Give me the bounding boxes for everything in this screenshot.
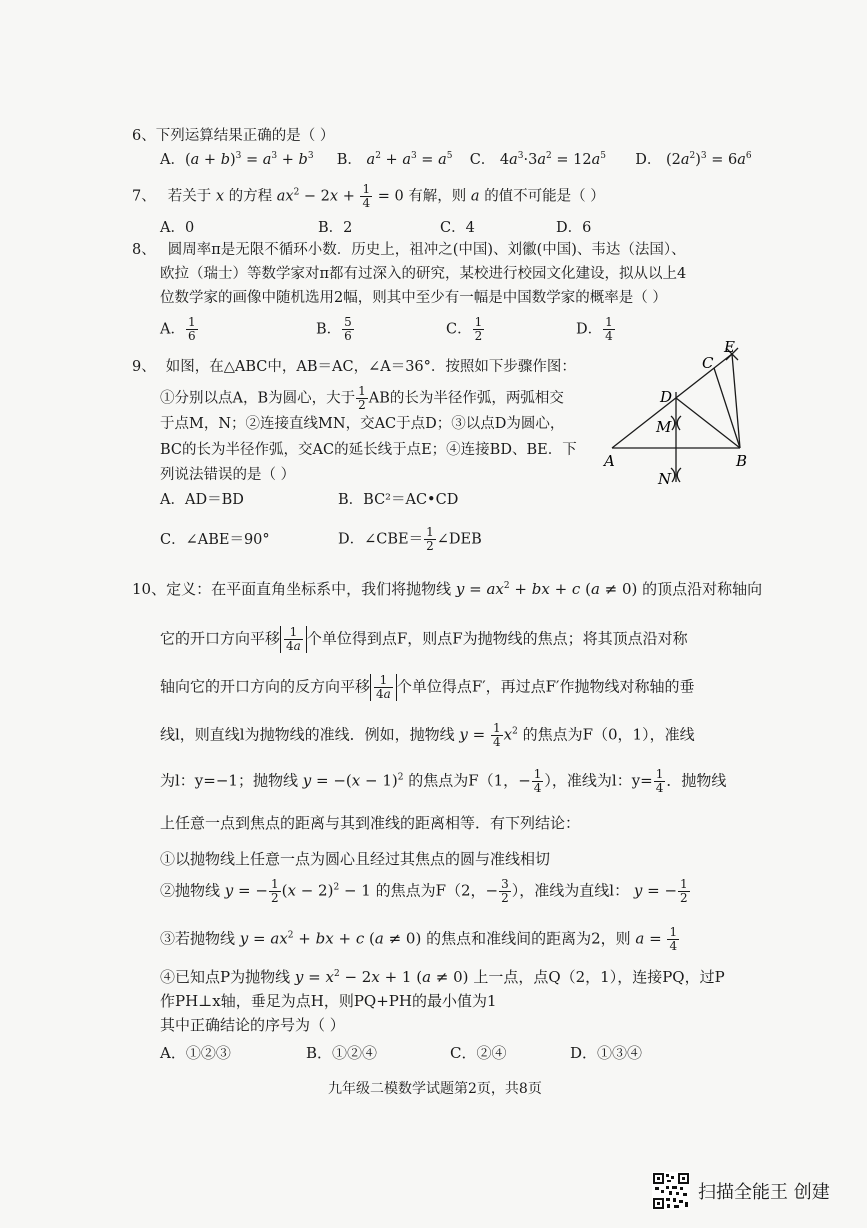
q8-line-1: 8、 圆周率π是无限不循环小数．历史上，祖冲之(中国)、刘徽(中国)、韦达（法国）、 [132,242,686,258]
q8-line-2: 欧拉（瑞士）等数学家对π都有过深入的研究，某校进行校园文化建设，拟从以上4 [160,266,687,282]
label-m: M [656,418,672,436]
q9-line-3: 于点M，N；②连接直线MN，交AC于点D；③以点D为圆心， [160,416,565,432]
page-footer: 九年级二模数学试题第2页，共8页 [328,1081,542,1097]
label-a: A [604,452,615,470]
label-b: B [736,452,748,470]
q10-line-3: 轴向它的开口方向的反方向平移 $\frac{1}{4a}$ 个单位得点F′，再过点F′作抛物线对称轴的垂 [160,673,695,701]
q8-option-d: D． $\frac{1}{4}$ [576,315,613,343]
q10-line-5: 为l：y=−1；抛物线 $y = -(x - 1)^2$ 的焦点为F（1，− $\frac{1}{4}$ ），准线为l：y= $\frac{1}{4}$ ．抛物线 [160,767,727,795]
label-d: D [660,388,673,406]
q10-line-2: 它的开口方向平移 $\frac{1}{4a}$ 个单位得到点F，则点F为抛物线的焦点；将其顶点沿对称 [160,625,688,653]
q10-conclusion-4-cont: 作PH⊥x轴，垂足为点H，则PQ+PH的最小值为1 [160,992,497,1010]
q10-option-b: B．①②④ [306,1044,378,1062]
scanner-watermark [652,1172,830,1210]
q6-option-a: A．$(a + b)^3 = a^3 + b^3$ [160,151,314,168]
q10-option-d: D．①③④ [570,1044,643,1062]
q6-stem: 6、下列运算结果正确的是（ ） [132,128,335,144]
q9-geometry-figure [598,340,758,490]
q9-option-d: D．∠CBE＝ $\frac{1}{2}$ ∠DEB [338,525,482,553]
q9-line-2: ①分别以点A，B为圆心，大于 $\frac{1}{2}$ AB的长为半径作弧，两弧相交 [160,384,564,412]
q6-option-b: B． $a^2 + a^3 = a^5$ [336,151,453,168]
q7-option-b: B．2 [318,220,353,236]
q6-option-c: C． $4a^3\cdot 3a^2 = 12a^5$ [469,151,606,168]
q9-option-b: B．BC²＝AC•CD [338,492,459,508]
q6-options [160,150,752,170]
label-n: N [658,470,672,488]
q10-line-6: 上任意一点到焦点的距离与其到准线的距离相等．有下列结论： [160,814,581,832]
q9-line-4: BC的长为半径作弧，交AC的延长线于点E；④连接BD、BE．下 [160,442,577,458]
q7-option-a: A．0 [160,220,195,236]
label-e: E [724,340,735,356]
scanner-text: 扫描全能王 创建 [698,1182,830,1203]
q7-stem: 7、 若关于 x 的方程 $ax^2 - 2x$ + $\frac{1}{4}$ = 0 有解，则 a 的值不可能是（ ） [132,182,605,210]
q7-option-d: D．6 [556,220,592,236]
q10-ask: 其中正确结论的序号为（ ） [160,1016,345,1034]
q10-conclusion-3: ③若抛物线 $y = ax^2$ + bx + c (a ≠ 0) 的焦点和准线间的距离为2，则 a = $\frac{1}{4}$ [160,925,678,953]
q7-option-c: C．4 [440,220,475,236]
q6-option-d: D． $(2a^2)^3 = 6a^6$ [635,151,752,168]
qr-code-icon [652,1172,690,1210]
label-c: C [702,354,714,372]
q8-option-c: C． $\frac{1}{2}$ [446,315,483,343]
q9-line-1: 9、 如图，在△ABC中，AB＝AC，∠A＝36°．按照如下步骤作图： [132,359,576,375]
q10-conclusion-4: ④已知点P为抛物线 $y = x^2 - 2x + 1$ (a ≠ 0) 上一点，点Q（2，1），连接PQ，过P [160,968,725,986]
q10-option-a: A．①②③ [160,1044,231,1062]
q10-line-4: 线l，则直线l为抛物线的准线．例如，抛物线 y = $\frac{1}{4}$ $x^2$ 的焦点为F（0，1），准线 [160,721,695,749]
q8-option-b: B． $\frac{5}{6}$ [316,315,352,343]
q9-option-c: C．∠ABE＝90° [160,532,270,548]
q8-line-3: 位数学家的画像中随机选用2幅，则其中至少有一幅是中国数学家的概率是（ ） [160,290,667,306]
q10-line-1: 10、定义：在平面直角坐标系中，我们将抛物线 $y = ax^2$ + bx + c (a ≠ 0) 的顶点沿对称轴向 [132,580,763,598]
segment-db [676,398,740,448]
q10-conclusion-1: ①以抛物线上任意一点为圆心且经过其焦点的圆与准线相切 [160,850,551,868]
q10-option-c: C．②④ [450,1044,507,1062]
q9-line-5: 列说法错误的是（ ） [160,467,296,483]
q8-option-a: A． $\frac{1}{6}$ [160,315,196,343]
q9-option-a: A．AD＝BD [160,492,244,508]
q10-conclusion-2: ②抛物线 y = − $\frac{1}{2}$ $(x - 2)^2 - 1$ 的焦点为F（2，− $\frac{3}{2}$ ），准线为直线l： y = − $\frac{1}{2}$ [160,877,688,905]
